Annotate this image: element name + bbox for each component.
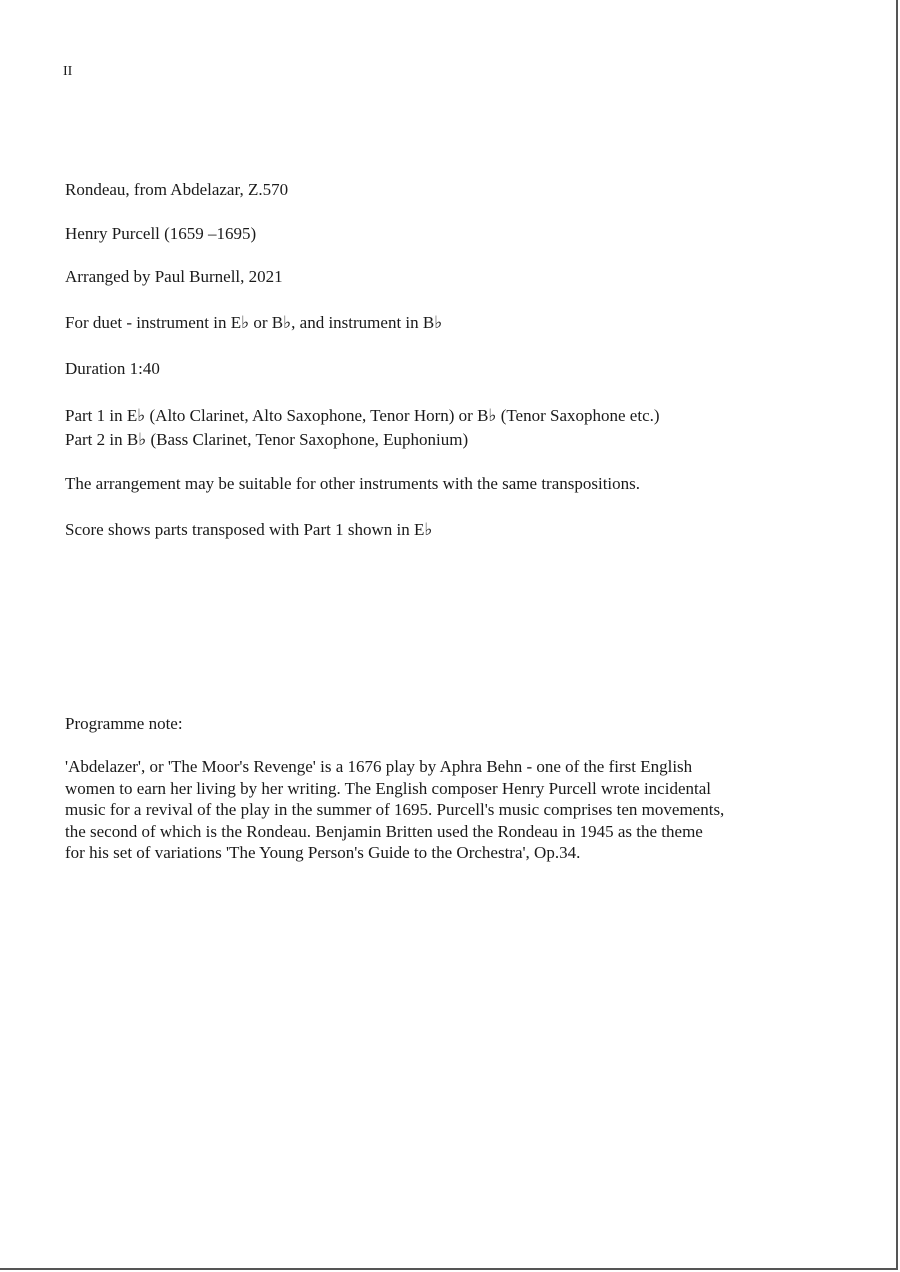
programme-note-line: for his set of variations 'The Young Person's Guide to the Orchestra', Op.34. bbox=[65, 843, 581, 862]
programme-note-line: music for a revival of the play in the summer of 1695. Purcell's music comprises ten movements, bbox=[65, 800, 725, 819]
arranger-line: Arranged by Paul Burnell, 2021 bbox=[65, 267, 283, 286]
piece-title: Rondeau, from Abdelazar, Z.570 bbox=[65, 180, 289, 199]
instrumentation-line: For duet - instrument in E♭ or B♭, and instrument in B♭ bbox=[65, 313, 443, 332]
programme-note-line: women to earn her living by her writing. The English composer Henry Purcell wrote incidental bbox=[65, 778, 711, 798]
page-number: II bbox=[63, 64, 73, 79]
score-note-line: Score shows parts transposed with Part 1 shown in E♭ bbox=[65, 520, 433, 539]
programme-note-body bbox=[65, 756, 845, 864]
part2-line: Part 2 in B♭ (Bass Clarinet, Tenor Saxophone, Euphonium) bbox=[65, 430, 469, 449]
composer-line: Henry Purcell (1659 –1695) bbox=[65, 224, 257, 243]
programme-note-line: 'Abdelazer', or 'The Moor's Revenge' is a 1676 play by Aphra Behn - one of the first English bbox=[65, 757, 693, 776]
programme-note-line: the second of which is the Rondeau. Benjamin Britten used the Rondeau in 1945 as the theme bbox=[65, 821, 703, 841]
programme-note-heading: Programme note: bbox=[65, 714, 183, 733]
suitability-line: The arrangement may be suitable for other instruments with the same transpositions. bbox=[65, 474, 641, 493]
part1-line: Part 1 in E♭ (Alto Clarinet, Alto Saxophone, Tenor Horn) or B♭ (Tenor Saxophone etc.) bbox=[65, 406, 660, 425]
duration-line: Duration 1:40 bbox=[65, 359, 160, 378]
